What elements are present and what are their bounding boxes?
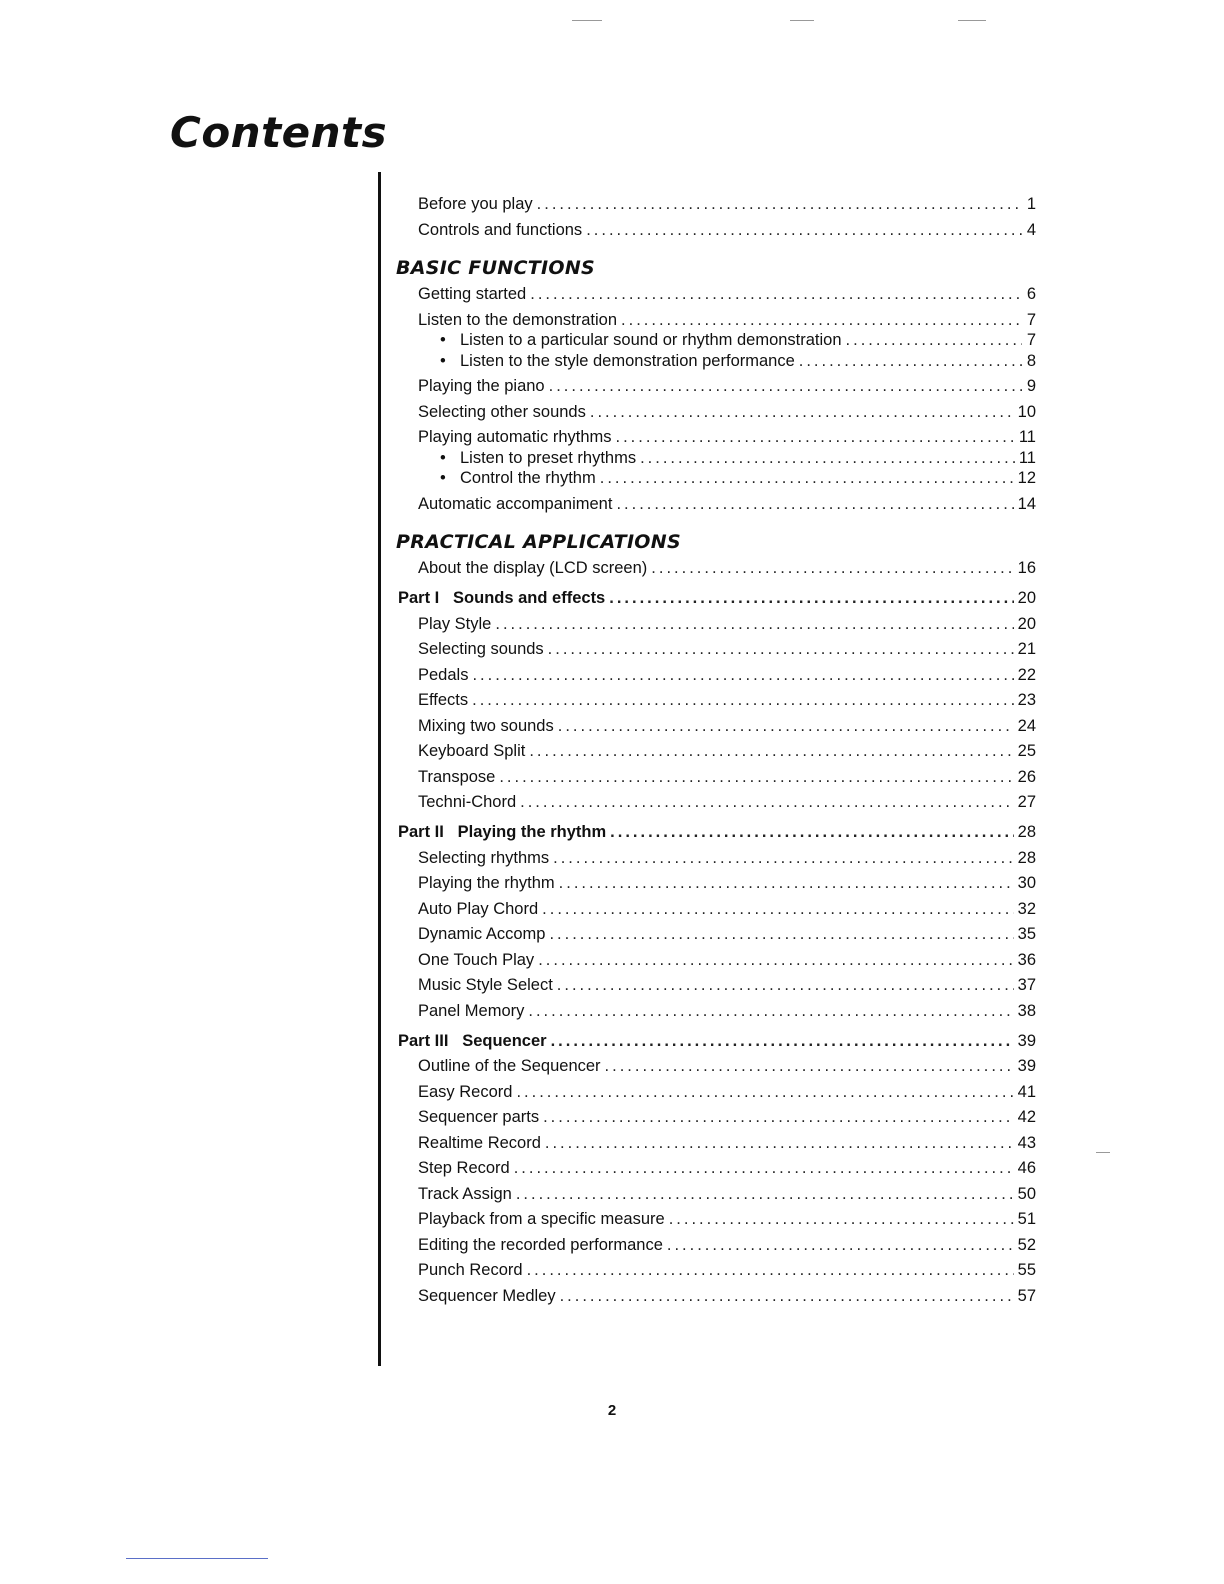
dot-leader	[545, 1133, 1014, 1153]
dot-leader	[551, 1031, 1014, 1051]
toc-page: 10	[1017, 402, 1036, 421]
toc-page: 38	[1017, 1001, 1036, 1020]
toc-label: Playback from a specific measure	[418, 1210, 665, 1228]
dot-leader	[609, 588, 1013, 608]
toc-page: 20	[1017, 589, 1036, 607]
toc-page: 24	[1017, 716, 1036, 735]
toc-label: Dynamic Accomp	[418, 925, 546, 943]
dot-leader	[520, 792, 1014, 812]
dot-leader	[600, 468, 1014, 488]
page-title: Contents	[170, 108, 388, 157]
dot-leader	[610, 822, 1013, 842]
dot-leader	[530, 284, 1022, 304]
dot-leader	[616, 494, 1013, 514]
toc-page: 20	[1017, 614, 1036, 633]
part-title: Playing the rhythm	[457, 823, 607, 841]
toc-entry[interactable]	[396, 220, 1036, 246]
dot-leader	[586, 220, 1022, 240]
part-number: Part III	[398, 1031, 449, 1050]
toc-label: Listen to a particular sound or rhythm demonstration	[460, 331, 842, 349]
dot-leader	[640, 448, 1015, 468]
dot-leader	[799, 351, 1022, 371]
toc-label: Techni-Chord	[418, 793, 517, 811]
toc-label: Before you play	[418, 195, 533, 213]
toc-label: Playing the rhythm	[418, 874, 555, 892]
toc-part-3[interactable]	[396, 1031, 1036, 1057]
toc-entry[interactable]	[396, 1001, 1036, 1031]
part-number: Part II	[398, 823, 444, 841]
dot-leader	[557, 975, 1014, 995]
page-number: 2	[607, 1402, 617, 1419]
toc-subentry[interactable]	[396, 468, 1036, 494]
toc-entry[interactable]	[396, 639, 1036, 665]
toc-page: 57	[1017, 1286, 1036, 1305]
dot-leader	[538, 950, 1013, 970]
toc-label: Playing automatic rhythms	[418, 428, 612, 446]
dot-leader	[651, 558, 1013, 578]
dot-leader	[495, 614, 1013, 634]
toc-entry[interactable]	[396, 1133, 1036, 1159]
toc-label: Music Style Select	[418, 976, 553, 994]
toc-entry[interactable]	[396, 975, 1036, 1001]
toc-entry[interactable]	[396, 614, 1036, 640]
toc-label: Editing the recorded performance	[418, 1235, 663, 1254]
toc-label: Panel Memory	[418, 1001, 525, 1020]
dot-leader	[669, 1209, 1014, 1229]
toc-page: 28	[1017, 848, 1036, 867]
dot-leader	[560, 1286, 1014, 1306]
toc-page: 22	[1017, 665, 1036, 684]
toc-subentry[interactable]	[396, 330, 1036, 351]
toc-entry[interactable]	[396, 494, 1036, 520]
part-number: Part I	[398, 589, 440, 607]
dot-leader	[549, 924, 1013, 944]
toc-label: Listen to the demonstration	[418, 310, 618, 329]
dot-leader	[514, 1158, 1014, 1178]
toc-label: Playing the piano	[418, 377, 545, 395]
toc-entry[interactable]	[396, 1082, 1036, 1108]
toc-label: Selecting sounds	[418, 640, 544, 658]
part-title: Sequencer	[462, 1031, 547, 1050]
toc-page: 51	[1017, 1210, 1036, 1228]
toc-label: Controls and functions	[418, 220, 583, 239]
toc-page: 9	[1026, 377, 1036, 395]
scan-speck	[1096, 1152, 1110, 1153]
toc-part-1[interactable]	[396, 588, 1036, 614]
dot-leader	[590, 402, 1014, 422]
toc-label: Punch Record	[418, 1261, 523, 1279]
dot-leader	[543, 1107, 1014, 1127]
scan-speck	[958, 20, 986, 21]
toc-page: 41	[1017, 1082, 1036, 1101]
toc-page: 39	[1017, 1057, 1036, 1075]
bullet-icon: •	[440, 469, 446, 487]
bullet-icon: •	[440, 331, 446, 349]
dot-leader	[549, 376, 1022, 396]
toc-label: Listen to the style demonstration performance	[460, 351, 795, 370]
toc-label: About the display (LCD screen)	[418, 559, 648, 577]
footer-rule	[126, 1558, 268, 1559]
toc-page: 39	[1017, 1031, 1036, 1050]
section-heading-practical: PRACTICAL APPLICATIONS	[396, 531, 681, 553]
dot-leader	[472, 665, 1013, 685]
dot-leader	[499, 767, 1013, 787]
dot-leader	[542, 899, 1013, 919]
toc-entry[interactable]	[396, 284, 1036, 310]
toc-label: Mixing two sounds	[418, 716, 554, 735]
toc-part-2[interactable]	[396, 822, 1036, 848]
toc-page: 14	[1017, 494, 1036, 513]
toc-entry[interactable]	[396, 924, 1036, 950]
toc-entry[interactable]	[396, 665, 1036, 691]
table-of-contents	[396, 194, 1036, 1311]
toc-page: 1	[1026, 195, 1036, 213]
dot-leader	[516, 1184, 1014, 1204]
section-heading-basic: BASIC FUNCTIONS	[396, 257, 596, 279]
toc-entry[interactable]	[396, 1209, 1036, 1235]
toc-page: 28	[1017, 823, 1036, 841]
dot-leader	[548, 639, 1014, 659]
toc-entry[interactable]	[396, 1235, 1036, 1261]
toc-entry[interactable]	[396, 194, 1036, 220]
toc-label: Sequencer Medley	[418, 1286, 556, 1305]
toc-entry[interactable]	[396, 1158, 1036, 1184]
dot-leader	[529, 741, 1013, 761]
toc-entry[interactable]	[396, 1286, 1036, 1312]
toc-page: 46	[1017, 1159, 1036, 1177]
dot-leader	[558, 716, 1014, 736]
bullet-icon: •	[440, 448, 446, 467]
toc-label: Listen to preset rhythms	[460, 448, 637, 467]
dot-leader	[528, 1001, 1013, 1021]
dot-leader	[537, 194, 1022, 214]
dot-leader	[516, 1082, 1013, 1102]
toc-entry[interactable]	[396, 376, 1036, 402]
dot-leader	[846, 330, 1022, 350]
toc-label: Selecting other sounds	[418, 402, 586, 421]
toc-page: 12	[1017, 469, 1036, 487]
dot-leader	[472, 690, 1014, 710]
toc-page: 11	[1018, 428, 1036, 446]
scan-speck	[790, 20, 814, 21]
toc-label: Control the rhythm	[460, 469, 596, 487]
toc-page: 7	[1026, 331, 1036, 349]
toc-page: 16	[1017, 559, 1036, 577]
toc-entry[interactable]	[396, 767, 1036, 793]
toc-entry[interactable]	[396, 950, 1036, 976]
toc-page: 36	[1017, 950, 1036, 969]
toc-label: Play Style	[418, 614, 492, 633]
toc-entry[interactable]	[396, 716, 1036, 742]
vertical-rule	[378, 172, 381, 1366]
dot-leader	[553, 848, 1014, 868]
dot-leader	[559, 873, 1014, 893]
toc-entry[interactable]	[396, 402, 1036, 428]
toc-page: 21	[1017, 640, 1036, 658]
toc-label: Step Record	[418, 1159, 510, 1177]
toc-label: Getting started	[418, 285, 527, 303]
dot-leader	[605, 1056, 1014, 1076]
toc-page: 27	[1017, 793, 1036, 811]
toc-entry[interactable]	[396, 873, 1036, 899]
toc-page: 4	[1026, 220, 1036, 239]
toc-page: 25	[1017, 742, 1036, 760]
toc-page: 8	[1026, 351, 1036, 370]
toc-entry[interactable]	[396, 1260, 1036, 1286]
toc-page: 11	[1018, 448, 1036, 467]
toc-label: Track Assign	[418, 1184, 512, 1203]
dot-leader	[667, 1235, 1014, 1255]
toc-page: 52	[1017, 1235, 1036, 1254]
toc-label: Realtime Record	[418, 1133, 541, 1152]
toc-label: Effects	[418, 691, 469, 709]
toc-page: 35	[1017, 925, 1036, 943]
toc-label: Automatic accompaniment	[418, 494, 613, 513]
toc-entry[interactable]	[396, 848, 1036, 874]
toc-page: 26	[1017, 767, 1036, 786]
dot-leader	[616, 427, 1015, 447]
toc-entry[interactable]	[396, 792, 1036, 822]
toc-label: Pedals	[418, 665, 469, 684]
toc-label: One Touch Play	[418, 950, 535, 969]
toc-page: 43	[1017, 1133, 1036, 1152]
toc-entry[interactable]	[396, 1056, 1036, 1082]
toc-label: Transpose	[418, 767, 496, 786]
toc-label: Outline of the Sequencer	[418, 1057, 601, 1075]
toc-entry[interactable]	[396, 690, 1036, 716]
part-title: Sounds and effects	[453, 589, 606, 607]
toc-page: 32	[1017, 899, 1036, 918]
toc-entry[interactable]	[396, 427, 1036, 448]
toc-page: 6	[1026, 285, 1036, 303]
toc-entry[interactable]	[396, 1184, 1036, 1210]
toc-entry[interactable]	[396, 558, 1036, 588]
toc-page: 23	[1017, 691, 1036, 709]
toc-page: 7	[1026, 310, 1036, 329]
toc-page: 30	[1017, 874, 1036, 892]
toc-entry[interactable]	[396, 310, 1036, 331]
scan-speck	[572, 20, 602, 21]
toc-label: Sequencer parts	[418, 1108, 540, 1126]
toc-page: 37	[1017, 976, 1036, 994]
dot-leader	[527, 1260, 1014, 1280]
dot-leader	[621, 310, 1022, 330]
toc-page: 42	[1017, 1108, 1036, 1126]
toc-label: Auto Play Chord	[418, 899, 539, 918]
bullet-icon: •	[440, 351, 446, 370]
toc-subentry[interactable]	[396, 448, 1036, 469]
toc-label: Selecting rhythms	[418, 848, 550, 867]
toc-label: Keyboard Split	[418, 742, 526, 760]
toc-entry[interactable]	[396, 741, 1036, 767]
toc-entry[interactable]	[396, 899, 1036, 925]
toc-subentry[interactable]	[396, 351, 1036, 377]
toc-label: Easy Record	[418, 1082, 513, 1101]
toc-page: 50	[1017, 1184, 1036, 1203]
toc-page: 55	[1017, 1261, 1036, 1279]
toc-entry[interactable]	[396, 1107, 1036, 1133]
